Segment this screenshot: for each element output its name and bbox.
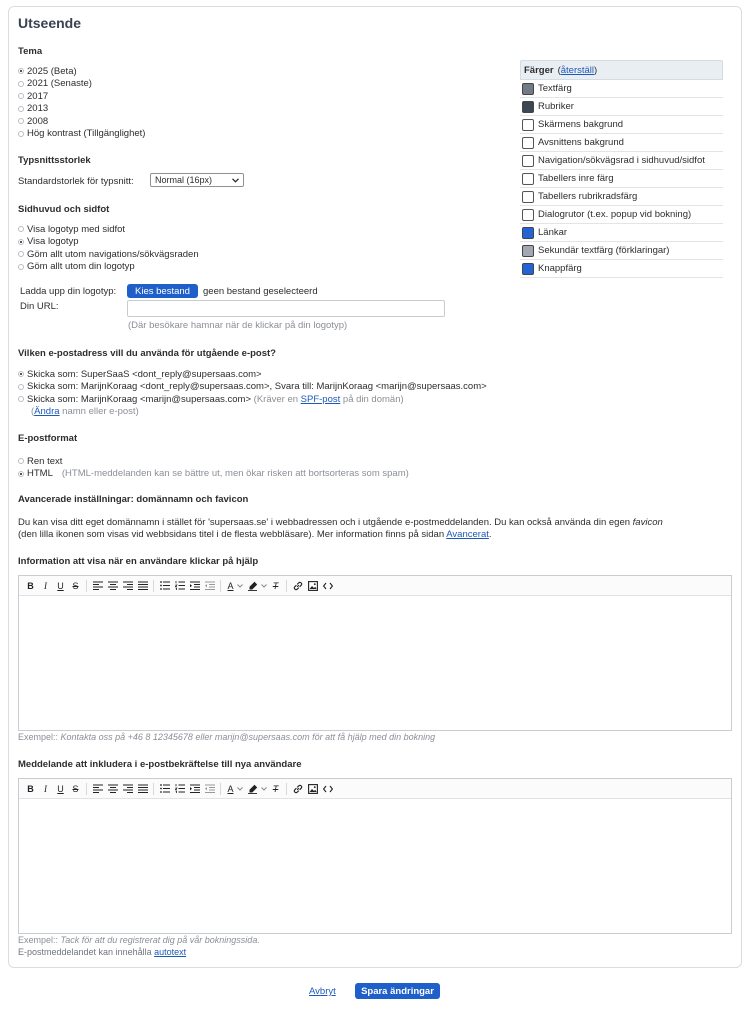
spf-link[interactable]: SPF-post <box>300 393 341 405</box>
align-left-icon <box>93 784 103 793</box>
color-swatch[interactable] <box>522 119 534 131</box>
color-label: Rubriker <box>538 101 574 112</box>
color-label: Länkar <box>538 227 568 238</box>
bullet-list-button[interactable] <box>157 782 172 796</box>
url-input[interactable] <box>127 300 445 317</box>
tema-option-2008[interactable]: 2008 <box>18 115 145 128</box>
color-swatch[interactable] <box>522 155 534 167</box>
image-button[interactable] <box>305 579 320 593</box>
image-icon <box>308 581 318 591</box>
strikethrough-button[interactable]: S <box>72 783 79 794</box>
reset-colors-link[interactable]: återställ <box>560 64 595 76</box>
radio-icon[interactable] <box>18 371 24 377</box>
tema-options <box>18 65 145 140</box>
radio-icon[interactable] <box>18 458 24 464</box>
color-label: Skärmens bakgrund <box>538 119 624 130</box>
radio-icon[interactable] <box>18 131 24 137</box>
color-swatch[interactable] <box>522 173 534 185</box>
justify-button[interactable] <box>135 579 150 593</box>
code-icon <box>323 582 333 590</box>
radio-icon[interactable] <box>18 81 24 87</box>
clear-format-button[interactable]: T <box>272 783 279 794</box>
radio-icon[interactable] <box>18 106 24 112</box>
radio-icon[interactable] <box>18 118 24 124</box>
numbered-list-icon <box>175 581 185 590</box>
confirm-editor <box>18 778 732 934</box>
color-row[interactable] <box>520 224 723 242</box>
align-center-icon <box>108 581 118 590</box>
highlight-button[interactable] <box>246 579 268 593</box>
confirm-example: Exempel:: Tack för att du registrerat dig på vår bokningssida. <box>18 935 260 945</box>
color-label: Sekundär textfärg (förklaringar) <box>538 245 670 256</box>
font-size-heading: Typsnittsstorlek <box>18 155 91 166</box>
outdent-icon <box>205 581 215 590</box>
logo-upload-label: Ladda upp din logotyp: <box>20 286 117 297</box>
chevron-down-icon <box>261 584 267 588</box>
color-row[interactable] <box>520 206 723 224</box>
align-right-icon <box>123 581 133 590</box>
color-row[interactable] <box>520 116 723 134</box>
radio-icon[interactable] <box>18 264 24 270</box>
email-option-supersaas[interactable]: Skicka som: SuperSaaS <dont_reply@supersaas.com> <box>18 368 487 381</box>
italic-button[interactable]: I <box>44 580 47 591</box>
indent-icon <box>190 784 200 793</box>
header-option-hide-except-logo[interactable]: Göm allt utom din logotyp <box>18 261 199 274</box>
tema-option-2021[interactable]: 2021 (Senaste) <box>18 78 145 91</box>
format-option-text[interactable]: Ren text <box>18 455 409 468</box>
email-options <box>18 368 487 418</box>
numbered-list-button[interactable] <box>172 782 187 796</box>
header-option-logo-footer[interactable]: Visa logotyp med sidfot <box>18 223 199 236</box>
color-label: Navigation/sökvägsrad i sidhuvud/sidfot <box>538 155 705 166</box>
colors-table <box>520 60 723 278</box>
underline-button[interactable]: U <box>57 580 64 591</box>
indent-icon <box>190 581 200 590</box>
tema-option-2013[interactable]: 2013 <box>18 103 145 116</box>
bullet-list-icon <box>160 581 170 590</box>
color-swatch[interactable] <box>522 137 534 149</box>
email-option-reply-to[interactable]: Skicka som: MarijnKoraag <dont_reply@supersaas.com>, Svara till: MarijnKoraag <marijn@supersaas.com> <box>18 381 487 394</box>
link-button[interactable] <box>290 579 305 593</box>
autotext-link[interactable]: autotext <box>154 947 187 957</box>
color-row[interactable] <box>520 80 723 98</box>
email-format-heading: E-postformat <box>18 433 78 444</box>
radio-icon[interactable] <box>18 471 24 477</box>
align-right-button[interactable] <box>120 782 135 796</box>
marker-icon <box>248 784 258 794</box>
align-right-button[interactable] <box>120 579 135 593</box>
tema-heading: Tema <box>18 46 43 57</box>
link-button[interactable] <box>290 782 305 796</box>
code-icon <box>323 785 333 793</box>
underline-button[interactable]: U <box>57 783 64 794</box>
email-option-own[interactable]: Skicka som: MarijnKoraag <marijn@supersaas.com> (Kräver en SPF-post på din domän) <box>18 393 487 406</box>
radio-icon[interactable] <box>18 396 24 402</box>
image-button[interactable] <box>305 782 320 796</box>
radio-icon[interactable] <box>18 68 24 74</box>
chevron-down-icon <box>232 178 239 183</box>
confirm-editor-body[interactable] <box>19 799 731 933</box>
bold-button[interactable]: B <box>27 580 34 591</box>
color-label: Tabellers rubrikradsfärg <box>538 191 638 202</box>
choose-file-button[interactable]: Kies bestand <box>127 284 198 298</box>
color-row[interactable] <box>520 242 723 260</box>
color-swatch[interactable] <box>522 227 534 239</box>
clear-format-button[interactable]: T <box>272 580 279 591</box>
color-row[interactable] <box>520 152 723 170</box>
page-title: Utseende <box>18 15 82 31</box>
color-label: Avsnittens bakgrund <box>538 137 624 148</box>
confirm-heading: Meddelande att inkludera i e-postbekräftelse till nya användare <box>18 759 302 770</box>
help-editor-body[interactable] <box>19 596 731 730</box>
justify-button[interactable] <box>135 782 150 796</box>
color-row[interactable] <box>520 188 723 206</box>
appearance-panel <box>8 6 742 968</box>
header-footer-heading: Sidhuvud och sidfot <box>18 204 110 215</box>
font-size-select[interactable]: Normal (16px) <box>150 173 244 187</box>
header-option-logo[interactable]: Visa logotyp <box>18 236 199 249</box>
header-footer-options <box>18 223 199 273</box>
numbered-list-button[interactable] <box>172 579 187 593</box>
color-row[interactable] <box>520 98 723 116</box>
bold-button[interactable]: B <box>27 783 34 794</box>
autotext-line: E-postmeddelandet kan innehålla autotext <box>18 947 187 957</box>
indent-button[interactable] <box>187 782 202 796</box>
tema-option-2017[interactable]: 2017 <box>18 90 145 103</box>
image-icon <box>308 784 318 794</box>
italic-button[interactable]: I <box>44 783 47 794</box>
change-sender-line: ( Ändra namn eller e-post) <box>31 406 139 418</box>
color-label: Dialogrutor (t.ex. popup vid bokning) <box>538 209 692 220</box>
outdent-icon <box>205 784 215 793</box>
email-format-options <box>18 455 409 480</box>
link-icon <box>293 581 303 591</box>
color-row[interactable] <box>520 134 723 152</box>
tema-option-2025[interactable]: 2025 (Beta) <box>18 65 145 78</box>
marker-icon <box>248 581 258 591</box>
save-button[interactable]: Spara ändringar <box>355 983 440 999</box>
align-left-icon <box>93 581 103 590</box>
help-editor-toolbar <box>19 576 731 596</box>
text-color-button[interactable]: A <box>224 579 246 593</box>
radio-icon[interactable] <box>18 239 24 245</box>
align-center-button[interactable] <box>105 782 120 796</box>
bullet-list-icon <box>160 784 170 793</box>
change-link[interactable]: Ändra <box>34 406 60 418</box>
strikethrough-button[interactable]: S <box>72 580 79 591</box>
advanced-heading: Avancerade inställningar: domännamn och favicon <box>18 494 249 505</box>
font-size-label: Standardstorlek för typsnitt: <box>18 176 134 187</box>
color-label: Textfärg <box>538 83 572 94</box>
advanced-link[interactable]: Avancerat <box>446 529 489 540</box>
text-color-button[interactable]: A <box>224 782 246 796</box>
color-swatch[interactable] <box>522 191 534 203</box>
colors-header: Färger (återställ) <box>520 60 723 80</box>
format-option-html[interactable]: HTML (HTML-meddelanden kan se bättre ut, men ökar risken att bortsorteras som spam) <box>18 468 409 481</box>
align-right-icon <box>123 784 133 793</box>
advanced-text-line2: (den lilla ikonen som visas vid webbsidans titel i de flesta webbläsare). Mer information finns på sidan Avancerat. <box>18 529 492 540</box>
link-icon <box>293 784 303 794</box>
code-view-button[interactable] <box>320 782 335 796</box>
justify-icon <box>138 581 148 590</box>
numbered-list-icon <box>175 784 185 793</box>
align-center-icon <box>108 784 118 793</box>
upload-status: geen bestand geselecteerd <box>203 286 318 297</box>
email-heading: Vilken e-postadress vill du använda för utgående e-post? <box>18 348 276 359</box>
outdent-button[interactable] <box>202 579 217 593</box>
bullet-list-button[interactable] <box>157 579 172 593</box>
tema-option-high-contrast[interactable]: Hög kontrast (Tillgänglighet) <box>18 128 145 141</box>
radio-icon[interactable] <box>18 93 24 99</box>
color-swatch[interactable] <box>522 209 534 221</box>
url-hint: (Där besökare hamnar när de klickar på din logotyp) <box>128 320 348 331</box>
header-option-hide-except-nav[interactable]: Göm allt utom navigations/sökvägsraden <box>18 248 199 261</box>
align-left-button[interactable] <box>90 782 105 796</box>
help-heading: Information att visa när en användare klickar på hjälp <box>18 556 259 567</box>
cancel-link[interactable]: Avbryt <box>309 986 336 997</box>
chevron-down-icon <box>237 787 243 791</box>
align-center-button[interactable] <box>105 579 120 593</box>
radio-icon[interactable] <box>18 384 24 390</box>
color-label: Tabellers inre färg <box>538 173 614 184</box>
align-left-button[interactable] <box>90 579 105 593</box>
chevron-down-icon <box>261 787 267 791</box>
indent-button[interactable] <box>187 579 202 593</box>
outdent-button[interactable] <box>202 782 217 796</box>
highlight-button[interactable] <box>246 782 268 796</box>
chevron-down-icon <box>237 584 243 588</box>
color-swatch[interactable] <box>522 263 534 275</box>
radio-icon[interactable] <box>18 226 24 232</box>
color-row[interactable] <box>520 170 723 188</box>
url-label: Din URL: <box>20 301 59 312</box>
color-row[interactable] <box>520 260 723 278</box>
color-swatch[interactable] <box>522 101 534 113</box>
color-label: Knappfärg <box>538 263 582 274</box>
help-example: Exempel:: Kontakta oss på +46 8 12345678 eller marijn@supersaas.com för att få hjälp med din bokning <box>18 732 436 742</box>
help-editor <box>18 575 732 731</box>
code-view-button[interactable] <box>320 579 335 593</box>
advanced-text-line1: Du kan visa ditt eget domännamn i stället för 'supersaas.se' i webbadressen och i utgående e-postmeddelanden. Du kan också använda din egen favicon <box>18 517 663 528</box>
justify-icon <box>138 784 148 793</box>
confirm-editor-toolbar <box>19 779 731 799</box>
color-swatch[interactable] <box>522 245 534 257</box>
color-swatch[interactable] <box>522 83 534 95</box>
radio-icon[interactable] <box>18 251 24 257</box>
